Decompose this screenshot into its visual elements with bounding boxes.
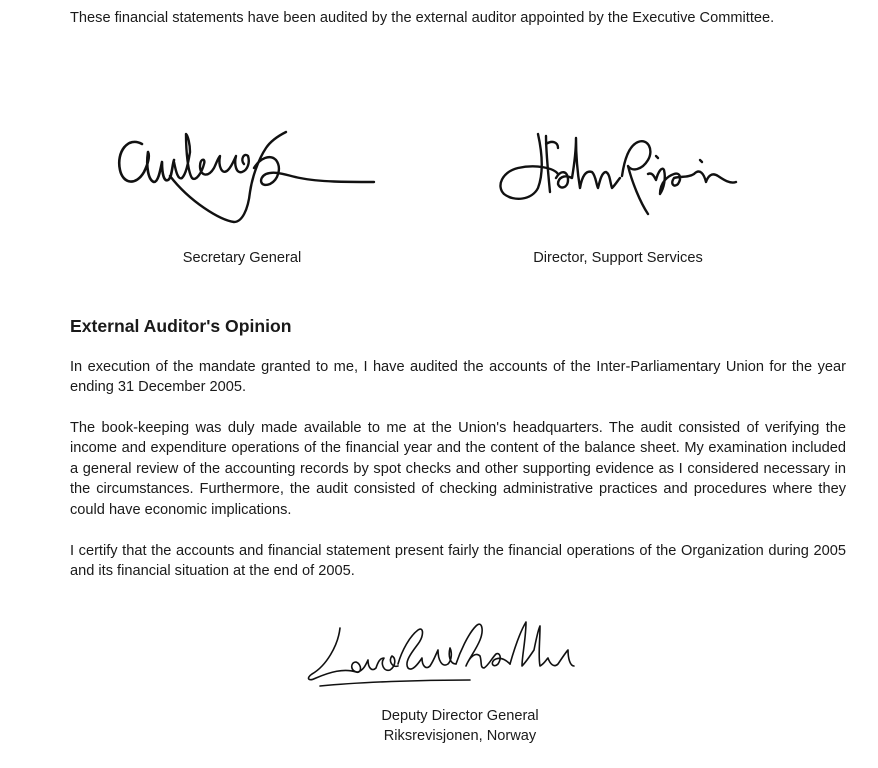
audit-statement: These financial statements have been audited by the external auditor appointed by the Executive Committee.	[70, 10, 775, 26]
auditor-signature-image	[300, 606, 620, 702]
auditor-credentials	[300, 706, 620, 746]
opinion-paragraph-mandate: In execution of the mandate granted to me, I have audited the accounts of the Inter-Parliamentary Union for the year ending 31 December 2005.	[70, 359, 846, 396]
secretary-general-title: Secretary General	[182, 250, 302, 266]
secretary-general-signature-block	[110, 122, 376, 266]
secretary-general-signature-image	[110, 122, 376, 232]
director-support-signature-block	[488, 122, 746, 266]
auditor-signature-block	[300, 606, 620, 744]
director-support-title: Director, Support Services	[533, 250, 703, 266]
auditor-title: Deputy Director General	[381, 708, 539, 724]
auditor-organization: Riksrevisjonen, Norway	[383, 728, 537, 744]
opinion-paragraph-audit-scope: The book-keeping was duly made available to me at the Union's headquarters. The audit consisted of verifying the income and expenditure operations of the financial year and the content of the balance sheet. My examination included a general review of the accounting records by spot checks and other supporting evidence as I considered necessary in the circumstances. Furthermore, the audit consisted of checking administrative practices and procedures where they could have economic implications.	[70, 420, 846, 518]
opinion-paragraph-certification: I certify that the accounts and financial statement present fairly the financial operations of the Organization during 2005 and its financial situation at the end of 2005.	[70, 543, 846, 580]
opinion-heading: External Auditor's Opinion	[70, 316, 292, 336]
director-support-signature-image	[488, 122, 746, 232]
